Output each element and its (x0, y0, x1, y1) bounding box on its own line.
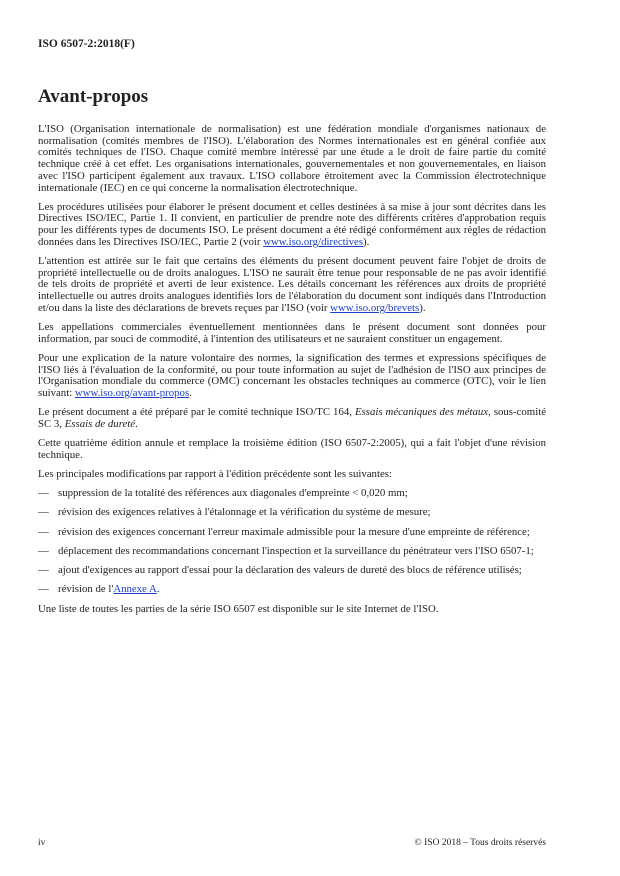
paragraph-text: ). (363, 235, 370, 248)
list-item (38, 584, 546, 596)
modifications-list (38, 488, 546, 596)
paragraph-text: L'attention est attirée sur le fait que certains des éléments du présent document peuvent faire l'objet de droits de propriété intellectuelle ou de droits analogues. L'ISO ne saurait être tenue pour responsable de ne pas avoir identifié de tels droits de propriété et averti de leur existence. Les détails concernant les références aux droits de propriété intellectuelle ou autres droits analogues identifiés lors de l'élaboration du document sont indiqués dans l'Introduction et/ou dans la liste des déclarations de brevets reçues par l'ISO (voir (38, 255, 546, 314)
document-id-header: ISO 6507-2:2018(F) (38, 38, 135, 50)
paragraph-text: Pour une explication de la nature volontaire des normes, la signification des termes et expressions spécifiques de l'ISO liés à l'évaluation de la conformité, ou pour toute information au sujet de l'adhésion de l'ISO aux principes de l'Organisation mondiale du commerce (OMC) concernant les obstacles techniques au commerce (OTC), voir le lien suivant: (38, 351, 546, 400)
subcommittee-title: Essais de dureté (64, 417, 136, 430)
list-item-text: révision de l' (58, 583, 114, 596)
paragraph (38, 256, 546, 315)
dash-bullet: — (38, 506, 49, 519)
directives-link[interactable]: www.iso.org/directives (263, 235, 364, 248)
annexe-a-link[interactable]: Annexe A (113, 583, 157, 596)
page-footer (38, 838, 546, 848)
page-title: Avant-propos (38, 86, 149, 107)
list-item-text: révision des exigences relatives à l'étalonnage et la vérification du système de mesure; (58, 506, 431, 519)
paragraph (38, 353, 546, 400)
paragraph-text: ). (419, 301, 426, 314)
list-item-text (58, 584, 546, 596)
paragraph-text: . (189, 387, 192, 400)
dash-bullet: — (38, 487, 49, 500)
paragraph-text: Les procédures utilisées pour élaborer le présent document et celles destinées à sa mise à jour sont décrites dans les Directives ISO/IEC, Partie 1. Il convient, en particulier de prendre note des différents critères d'approbation requis pour les différents types de documents ISO. Le présent document a été rédigé conformément aux règles de rédaction données dans les Directives ISO/IEC, Partie 2 (voir (38, 200, 546, 248)
copyright: © ISO 2018 – Tous droits réservés (414, 838, 546, 848)
list-item (38, 565, 546, 577)
dash-bullet: — (38, 544, 49, 557)
list-item-text: suppression de la totalité des références aux diagonales d'empreinte < 0,020 mm; (58, 487, 408, 500)
list-item (38, 546, 546, 558)
paragraph (38, 407, 546, 430)
paragraph: Les principales modifications par rapport à l'édition précédente sont les suivantes: (38, 468, 392, 481)
paragraph: Une liste de toutes les parties de la série ISO 6507 est disponible sur le site Internet de l'ISO. (38, 602, 439, 615)
document-body (38, 124, 546, 623)
list-item-text: . (156, 583, 160, 596)
list-item (38, 527, 546, 539)
dash-bullet: — (38, 564, 49, 577)
list-item (38, 488, 546, 500)
paragraph-text: , sous-comité SC 3, (38, 406, 546, 430)
paragraph (38, 202, 546, 249)
committee-title: Essais mécaniques des métaux (354, 406, 489, 419)
avant-propos-link[interactable]: www.iso.org/avant-propos (74, 387, 190, 400)
brevets-link[interactable]: www.iso.org/brevets (330, 301, 420, 314)
paragraph: L'ISO (Organisation internationale de normalisation) est une fédération mondiale d'organismes nationaux de normalisation (comités membres de l'ISO). L'élaboration des Normes internationales est en général confiée aux comités techniques de l'ISO. Chaque comité membre intéressé par une étude a le droit de faire partie du comité technique créé à cet effet. Les organisations internationales, gouvernementales et non gouvernementales, en liaison avec l'ISO participent également aux travaux. L'ISO collabore étroitement avec la Commission électrotechnique internationale (IEC) en ce qui concerne la normalisation électrotechnique. (38, 123, 546, 194)
paragraph: Cette quatrième édition annule et remplace la troisième édition (ISO 6507-2:2005), qui a fait l'objet d'une révision technique. (38, 437, 546, 461)
paragraph-text: Le présent document a été préparé par le comité technique ISO/TC 164, (38, 406, 355, 419)
list-item (38, 507, 546, 519)
list-item-text: déplacement des recommandations concernant l'inspection et la surveillance du pénétrateur vers l'ISO 6507-1; (58, 544, 534, 557)
dash-bullet: — (38, 525, 49, 538)
paragraph: Les appellations commerciales éventuellement mentionnées dans le présent document sont données pour information, par souci de commodité, à l'intention des utilisateurs et ne sauraient constituer un engagement. (38, 321, 546, 345)
page-number: iv (38, 838, 46, 848)
list-item-text: ajout d'exigences au rapport d'essai pour la déclaration des valeurs de dureté des blocs de référence utilisés; (58, 564, 522, 577)
dash-bullet: — (38, 583, 49, 596)
paragraph-text: . (135, 417, 138, 430)
list-item-text: révision des exigences concernant l'erreur maximale admissible pour la mesure d'une empreinte de référence; (58, 525, 530, 538)
